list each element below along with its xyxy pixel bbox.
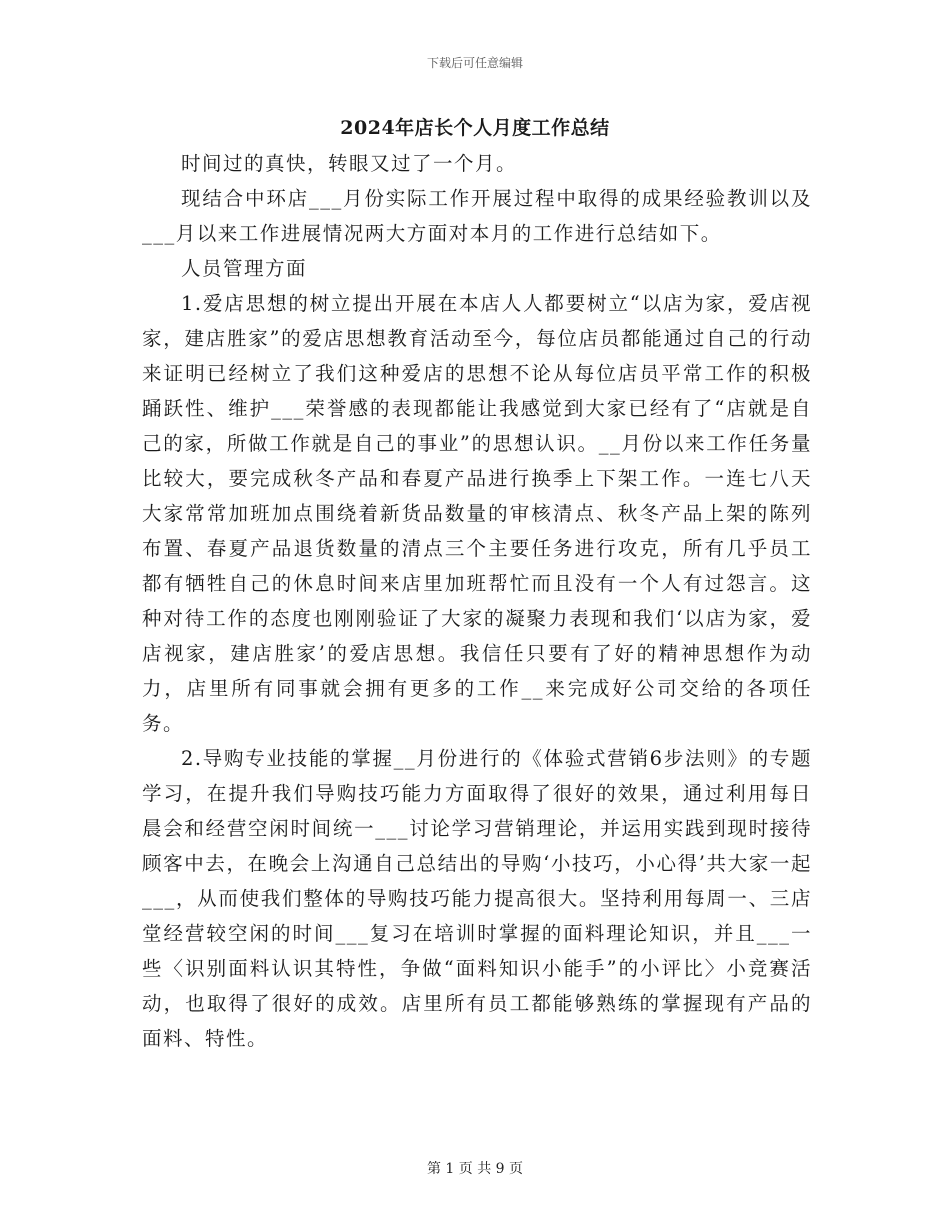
document-title: 2024年店长个人月度工作总结 <box>340 117 610 139</box>
page-number-footer: 第 1 页 共 9 页 <box>426 1161 524 1177</box>
paragraph-summary-scope: 现结合中环店___月份实际工作开展过程中取得的成果经验教训以及___月以来工作进展情况两大方面对本月的工作进行总结如下。 <box>142 187 812 245</box>
paragraph-intro: 时间过的真快，转眼又过了一个月。 <box>181 152 518 175</box>
paragraph-item-2: 2.导购专业技能的掌握__月份进行的《体验式营销6步法则》的专题学习，在提升我们导购技巧能力方面取得了很好的效果，通过利用每日晨会和经营空闲时间统一___讨论学习营销理论，并运用实践到现时接待顾客中去，在晚会上沟通自己总结出的导购‘小技巧，小心得’共大家一起___，从而使我们整体的导购技巧能力提高很大。坚持利用每周一、三店堂经营较空闲的时间___复习在培训时掌握的面料理论知识，并且___一些〈识别面料认识其特性，争做“面料知识小能手”的小评比〉小竞赛活动，也取得了很好的成效。店里所有员工都能够熟练的掌握现有产品的面料、特性。 <box>142 747 812 1050</box>
paragraph-item-1: 1.爱店思想的树立提出开展在本店人人都要树立“以店为家，爱店视家，建店胜家”的爱店思想教育活动至今，每位店员都能通过自己的行动来证明已经树立了我们这种爱店的思想不论从每位店员平常工作的积极踊跃性、维护___荣誉感的表现都能让我感觉到大家已经有了“店就是自己的家，所做工作就是自己的事业”的思想认识。__月份以来工作任务量比较大，要完成秋冬产品和春夏产品进行换季上下架工作。一连七八天大家常常加班加点围绕着新货品数量的审核清点、秋冬产品上架的陈列布置、春夏产品退货数量的清点三个主要任务进行攻克，所有几乎员工都有牺牲自己的休息时间来店里加班帮忙而且没有一个人有过怨言。这种对待工作的态度也刚刚验证了大家的凝聚力表现和我们‘以店为家，爱店视家，建店胜家’的爱店思想。我信任只要有了好的精神思想作为动力，店里所有同事就会拥有更多的工作__来完成好公司交给的各项任务。 <box>142 292 812 735</box>
header-note: 下载后可任意编辑 <box>426 56 523 70</box>
document-body <box>142 146 812 1056</box>
section-heading-staff-management: 人员管理方面 <box>181 257 308 280</box>
